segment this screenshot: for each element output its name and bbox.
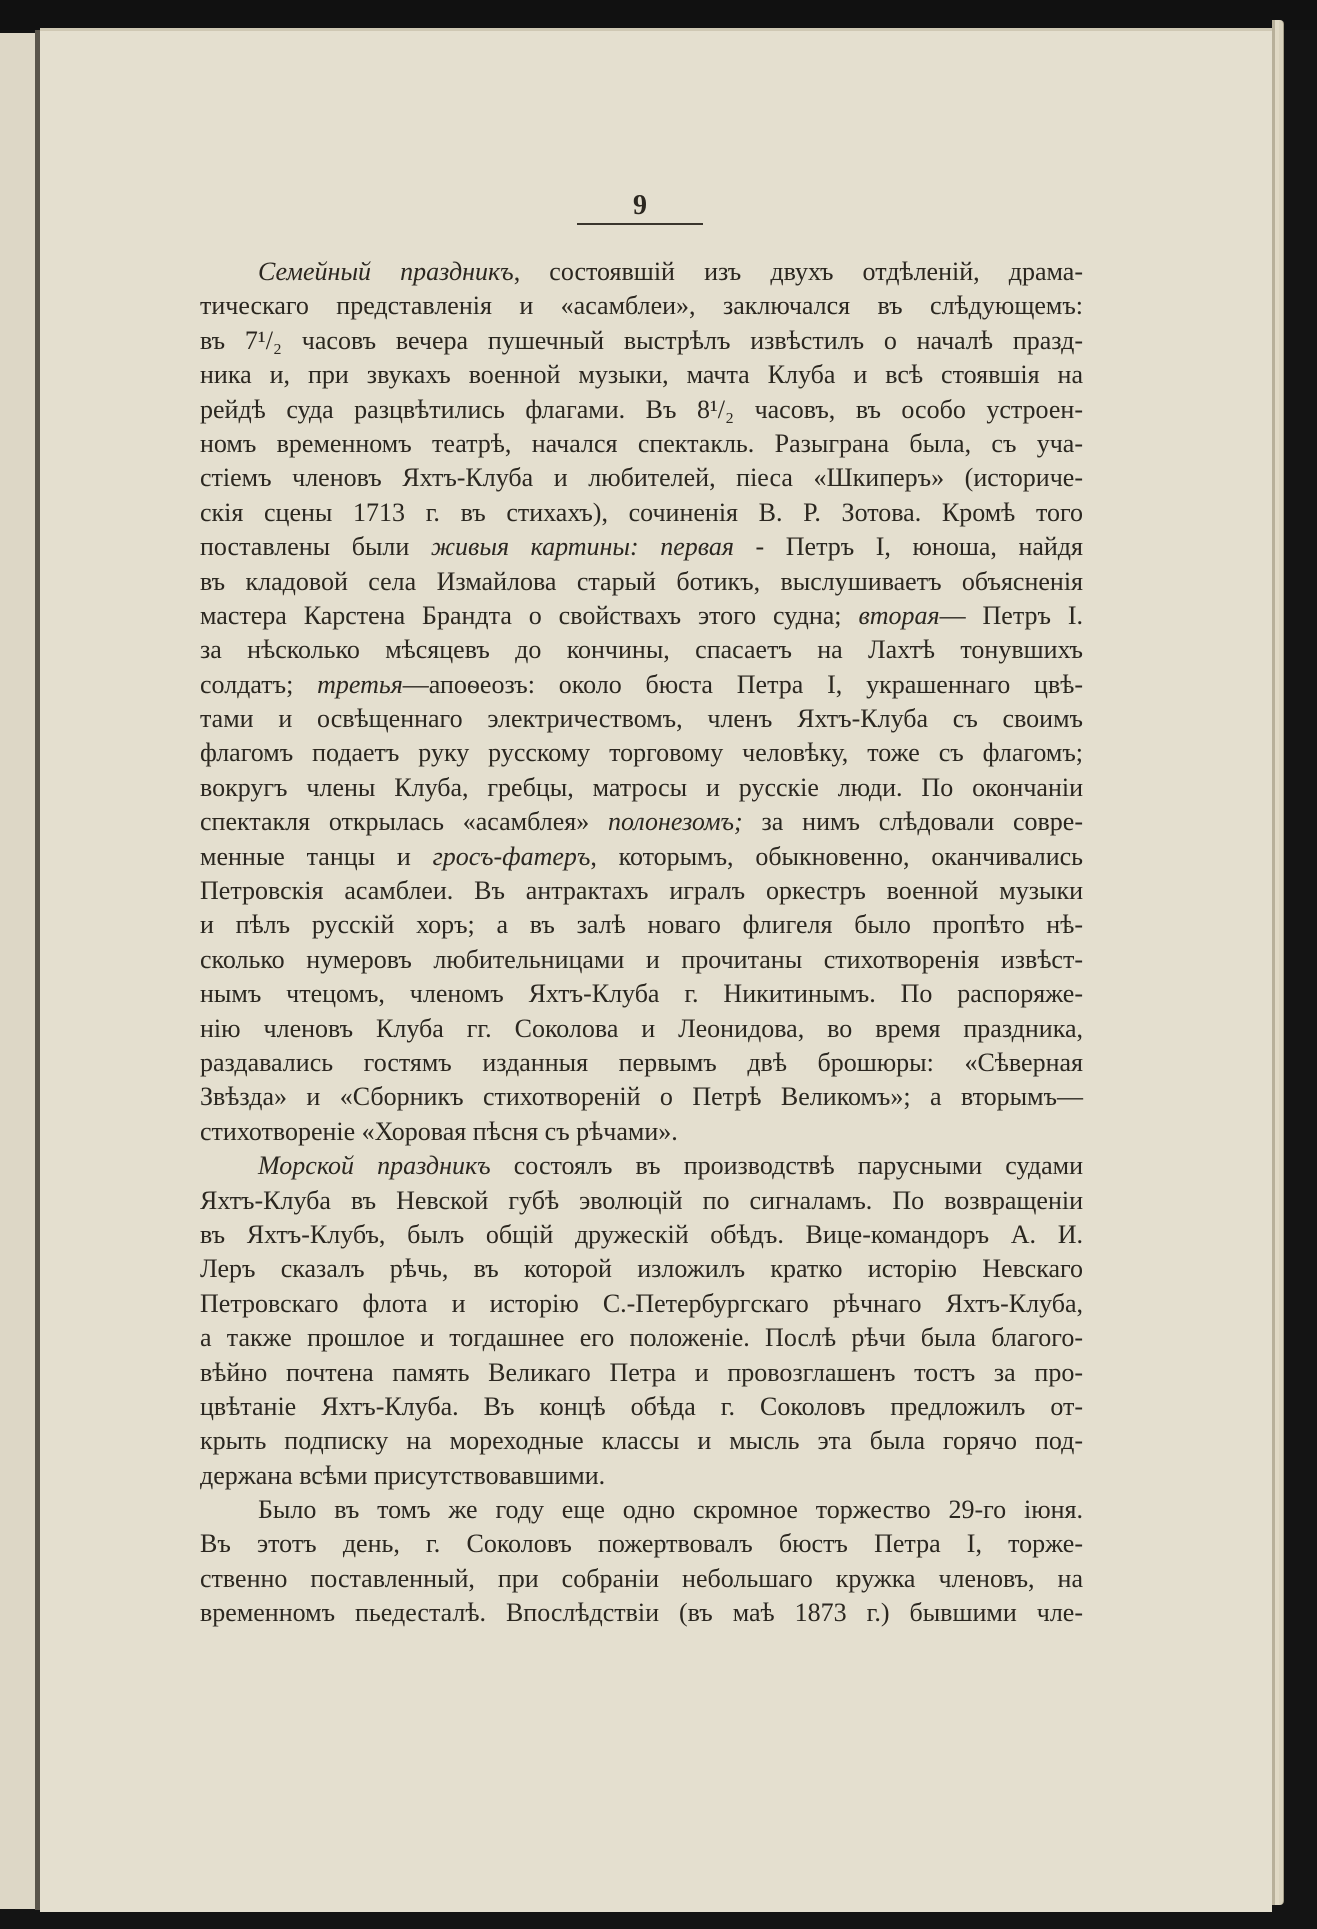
- text-line: [200, 805, 1083, 839]
- text-line: [200, 908, 1083, 942]
- text-segment: тами и освѣщеннаго электричествомъ, членъ Яхтъ-Клуба съ своимъ: [200, 704, 1083, 734]
- italic-text: вторая: [858, 600, 940, 630]
- text-segment: Петровскаго флота и исторію С.-Петербургскаго рѣчнаго Яхтъ-Клуба,: [200, 1288, 1083, 1318]
- text-segment: —апоѳеозъ: около бюста Петра I, украшеннаго цвѣ-: [402, 669, 1083, 699]
- text-line: [200, 1218, 1083, 1252]
- text-segment: — Петръ I.: [939, 600, 1083, 630]
- text-line: [200, 1012, 1083, 1046]
- italic-text: Морской праздникъ: [258, 1151, 491, 1181]
- text-segment: стіемъ членовъ Яхтъ-Клуба и любителей, піеса «Шкиперъ» (историче-: [200, 463, 1083, 493]
- text-line: [200, 565, 1083, 599]
- page-stack-edge: [1272, 20, 1284, 1905]
- text-segment: вѣйно почтена память Великаго Петра и провозглашенъ тостъ за про-: [200, 1357, 1083, 1387]
- text-line: [200, 633, 1083, 667]
- text-segment: тическаго представленія и «асамблеи», заключался въ слѣдующемъ:: [200, 291, 1083, 321]
- italic-text: Семейный праздникъ: [258, 257, 514, 286]
- text-segment: за нѣсколько мѣсяцевъ до кончины, спасаетъ на Лахтѣ тонувшихъ: [200, 635, 1083, 665]
- text-line: [200, 1459, 1083, 1493]
- italic-text: живыя картины: первая: [430, 532, 734, 562]
- text-line: [200, 461, 1083, 495]
- text-line: [200, 702, 1083, 736]
- text-segment: и пѣлъ русскій хоръ; а въ залѣ новаго флигеля было пропѣто нѣ-: [200, 910, 1083, 940]
- text-line: [200, 427, 1083, 461]
- text-line: [200, 1424, 1083, 1458]
- text-line: [200, 1252, 1083, 1286]
- text-line: [200, 736, 1083, 770]
- text-line: [200, 1080, 1083, 1114]
- text-line: [200, 1184, 1083, 1218]
- text-segment: солдатъ;: [200, 669, 318, 699]
- text-segment: крыть подписку на мореходные классы и мысль эта была горячо под-: [200, 1426, 1083, 1456]
- text-segment: ственно поставленный, при собраніи небольшаго кружка членовъ, на: [200, 1563, 1083, 1593]
- text-line: [200, 358, 1083, 392]
- text-segment: за нимъ слѣдовали совре-: [742, 807, 1083, 837]
- text-segment: флагомъ подаетъ руку русскому торговому человѣку, тоже съ флагомъ;: [200, 738, 1083, 768]
- body-text: [200, 255, 1083, 1631]
- text-line: [200, 324, 1083, 358]
- text-segment: мастера Карстена Брандта о свойствахъ этого судна;: [200, 600, 859, 630]
- text-segment: вокругъ члены Клуба, гребцы, матросы и русскіе люди. По окончаніи: [200, 772, 1083, 802]
- text-line: [200, 1596, 1083, 1630]
- text-line: [200, 599, 1083, 633]
- text-line: [200, 393, 1083, 427]
- text-segment: стихотвореніе «Хоровая пѣсня съ рѣчами».: [200, 1116, 678, 1146]
- text-line: [200, 977, 1083, 1011]
- text-line: [200, 1287, 1083, 1321]
- header-rule: [577, 223, 703, 225]
- text-segment: Леръ сказалъ рѣчь, въ которой изложилъ кратко исторію Невскаго: [200, 1254, 1083, 1284]
- text-segment: сколько нумеровъ любительницами и прочитаны стихотворенія извѣст-: [200, 944, 1083, 974]
- text-segment: а также прошлое и тогдашнее его положеніе. Послѣ рѣчи была благого-: [200, 1323, 1083, 1353]
- text-line: [200, 1115, 1083, 1149]
- text-segment: скія сцены 1713 г. въ стихахъ), сочиненія В. Р. Зотова. Кромѣ того: [200, 497, 1083, 527]
- previous-page-edge: [0, 33, 35, 1909]
- text-line: [200, 530, 1083, 564]
- text-segment: номъ временномъ театрѣ, начался спектакль. Разыграна была, съ уча-: [200, 428, 1083, 458]
- text-segment: , состоявшій изъ двухъ отдѣленій, драма-: [513, 257, 1084, 286]
- text-line: [200, 1149, 1083, 1183]
- text-segment: Яхтъ-Клуба въ Невской губѣ эволюцій по сигналамъ. По возвращеніи: [200, 1185, 1083, 1215]
- text-line: [200, 1527, 1083, 1561]
- text-segment: Звѣзда» и «Сборникъ стихотвореній о Петрѣ Великомъ»; а вторымъ—: [200, 1082, 1083, 1112]
- text-line: [200, 1356, 1083, 1390]
- text-segment: нымъ чтецомъ, членомъ Яхтъ-Клуба г. Никитинымъ. По распоряже-: [200, 979, 1083, 1009]
- text-segment: менные танцы и: [200, 841, 433, 871]
- text-line: [200, 1390, 1083, 1424]
- text-line: [200, 1493, 1083, 1527]
- text-segment: раздавались гостямъ изданныя первымъ двѣ брошюры: «Сѣверная: [200, 1047, 1083, 1077]
- text-line: [200, 289, 1083, 323]
- text-segment: Было въ томъ же году еще одно скромное торжество 29-го іюня.: [258, 1495, 1083, 1525]
- text-line: [200, 255, 1083, 289]
- text-line: [200, 1046, 1083, 1080]
- text-segment: состоялъ въ производствѣ парусными судами: [490, 1151, 1083, 1181]
- text-line: [200, 496, 1083, 530]
- text-segment: Петровскія асамблеи. Въ антрактахъ игралъ оркестръ военной музыки: [200, 876, 1083, 906]
- text-segment: цвѣтаніе Яхтъ-Клуба. Въ концѣ обѣда г. Соколовъ предложилъ от-: [200, 1391, 1083, 1421]
- text-segment: въ 7¹/₂ часовъ вечера пушечный выстрѣлъ извѣстилъ о началѣ празд-: [200, 325, 1083, 355]
- text-segment: поставлены были: [200, 532, 431, 562]
- text-line: [200, 1321, 1083, 1355]
- page-number: 9: [633, 190, 647, 221]
- text-line: [200, 874, 1083, 908]
- text-segment: рейдѣ суда разцвѣтились флагами. Въ 8¹/₂ часовъ, въ особо устроен-: [200, 394, 1083, 424]
- text-segment: ника и, при звукахъ военной музыки, мачта Клуба и всѣ стоявшія на: [200, 360, 1083, 390]
- text-segment: держана всѣми присутствовавшими.: [200, 1460, 606, 1490]
- italic-text: полонезомъ;: [608, 807, 743, 837]
- text-line: [200, 668, 1083, 702]
- text-line: [200, 1562, 1083, 1596]
- text-segment: въ кладовой села Измайлова старый ботикъ, выслушиваетъ объясненія: [200, 566, 1083, 596]
- text-segment: , которымъ, обыкновенно, оканчивались: [590, 841, 1084, 871]
- text-line: [200, 840, 1083, 874]
- text-segment: спектакля открылась «асамблея»: [200, 807, 609, 837]
- text-line: [200, 771, 1083, 805]
- text-segment: нію членовъ Клуба гг. Соколова и Леонидова, во время праздника,: [200, 1013, 1083, 1043]
- text-segment: временномъ пьедесталѣ. Впослѣдствіи (въ маѣ 1873 г.) бывшими чле-: [200, 1598, 1083, 1628]
- text-line: [200, 943, 1083, 977]
- scan-border-top: [0, 0, 1317, 30]
- italic-text: третья: [317, 669, 403, 699]
- italic-text: гросъ-фатеръ: [432, 841, 591, 871]
- text-segment: Въ этотъ день, г. Соколовъ пожертвовалъ бюстъ Петра I, торже-: [200, 1529, 1083, 1559]
- text-segment: - Петръ I, юноша, найдя: [734, 532, 1083, 562]
- text-segment: въ Яхтъ-Клубъ, былъ общій дружескій обѣдъ. Вице-командоръ А. И.: [200, 1219, 1083, 1249]
